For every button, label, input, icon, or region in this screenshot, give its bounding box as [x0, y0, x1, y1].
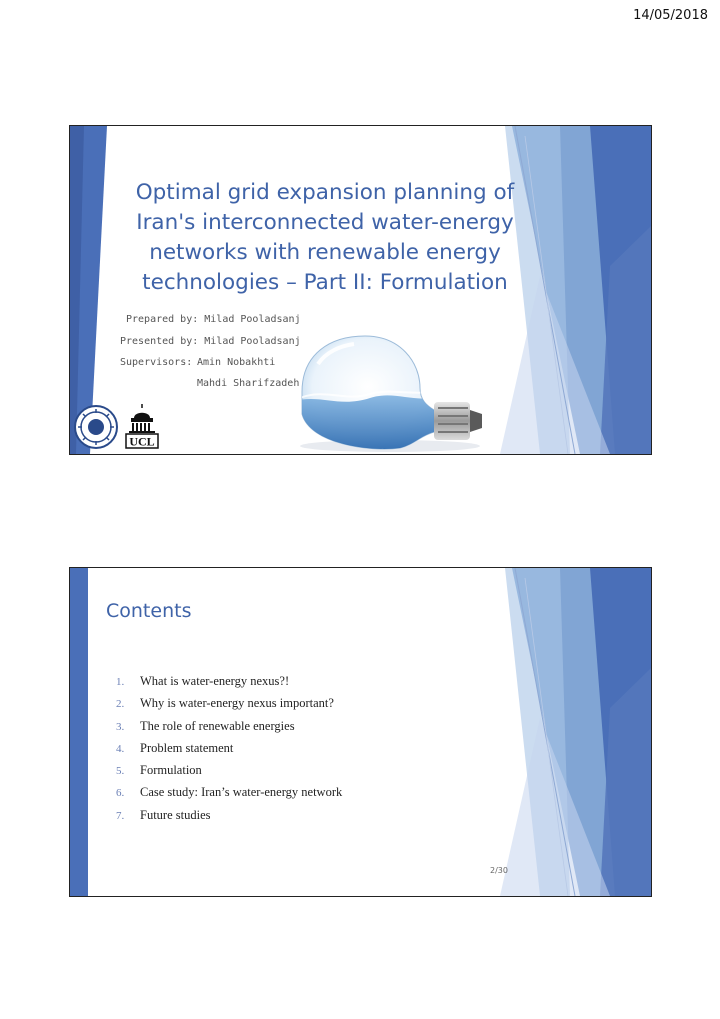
prepared-by: Prepared by: Milad Pooladsanj: [126, 314, 301, 325]
title-line: networks with renewable energy: [149, 240, 501, 265]
supervisors-label: Supervisors:: [120, 357, 193, 368]
list-item-number: 7.: [116, 809, 125, 822]
list-item-text: Case study: Iran’s water-energy network: [140, 785, 343, 800]
title-line: Iran's interconnected water-energy: [136, 210, 514, 235]
supervisor-name: Amin Nobakhti: [197, 357, 276, 368]
list-item: [116, 696, 342, 718]
list-item: [116, 741, 342, 763]
ucl-logo: [124, 402, 160, 450]
list-item-number: 4.: [116, 742, 125, 755]
list-item: [116, 719, 342, 741]
list-item-number: 3.: [116, 720, 125, 733]
list-item-text: What is water-energy nexus?!: [140, 674, 290, 688]
list-item-text: Formulation: [140, 763, 202, 778]
list-item: [116, 763, 342, 785]
title-line: technologies – Part II: Formulation: [142, 270, 508, 295]
list-item-number: 6.: [116, 787, 125, 800]
list-item-number: 1.: [116, 676, 125, 688]
contents-slide: [69, 567, 652, 897]
page-date: 14/05/2018: [633, 8, 708, 23]
contents-heading: Contents: [106, 600, 192, 622]
title-slide: [69, 125, 652, 455]
list-item: [116, 785, 342, 807]
list-item: [116, 808, 342, 830]
ucl-logo-text: UCL: [129, 434, 155, 449]
title-line: Optimal grid expansion planning of: [135, 180, 515, 205]
presented-by: Presented by: Milad Pooladsanj: [120, 336, 301, 347]
contents-list: [116, 674, 342, 830]
list-item-text: The role of renewable energies: [140, 718, 295, 733]
list-item: [116, 674, 342, 696]
list-item-text: Why is water-energy nexus important?: [140, 696, 334, 711]
list-item-number: 2.: [116, 698, 125, 711]
slide-number: 2/30: [490, 866, 508, 875]
list-item-text: Problem statement: [140, 740, 234, 755]
list-item-number: 5.: [116, 765, 125, 778]
list-item-text: Future studies: [140, 807, 211, 822]
supervisor-name: Mahdi Sharifzadeh: [197, 378, 300, 389]
university-seal-logo: [74, 405, 118, 449]
